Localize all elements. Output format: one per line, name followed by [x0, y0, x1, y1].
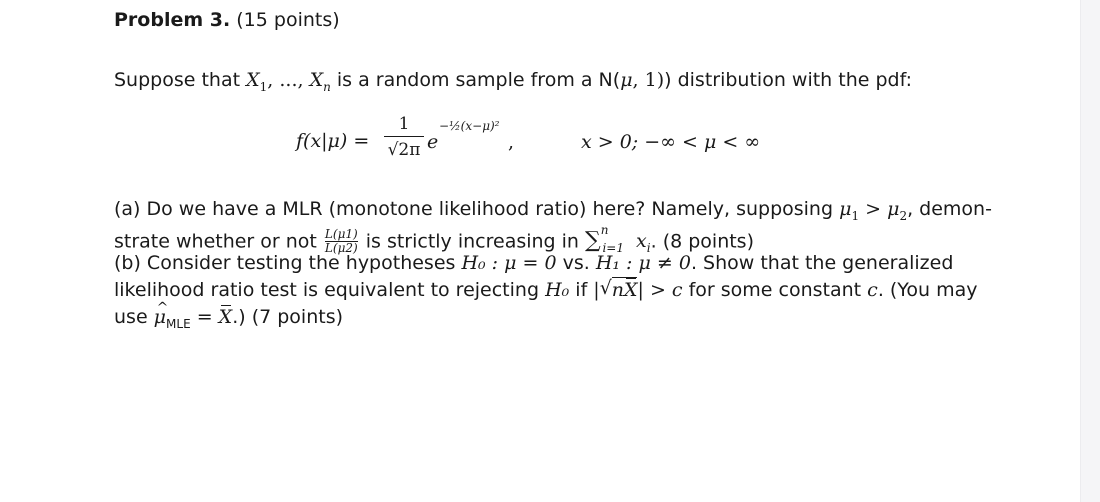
- intro-text-mid: is a random sample from a N(: [330, 69, 621, 91]
- part-b-if: if: [569, 279, 594, 301]
- likelihood-den: L(μ2): [324, 241, 358, 256]
- reject-h0: H₀: [545, 279, 570, 301]
- mle-estimator: μ $\^{}_{MLE} = X$: [154, 306, 233, 328]
- intro-sentence: [114, 69, 912, 94]
- constant-c: c: [867, 279, 878, 301]
- part-b-text-2-end: for some constant: [682, 279, 868, 301]
- part-b-text-2: likelihood ratio test is equivalent to rejecting: [114, 279, 546, 301]
- null-hypothesis: H₀ : μ = 0: [461, 252, 557, 274]
- part-b-text-3: use: [114, 306, 154, 328]
- pdf-fraction-bar: [384, 136, 424, 137]
- pdf-denominator: √2π: [387, 140, 421, 160]
- sum-expression: ∑$^n_{i=1}$ $x_i$: [585, 223, 651, 256]
- pdf-equation: [296, 113, 796, 173]
- likelihood-num: L(μ1): [324, 227, 358, 242]
- part-a-text-2-mid: is strictly increasing in: [359, 230, 586, 253]
- pdf-base: e: [427, 131, 439, 153]
- pdf-comma: ,: [508, 131, 515, 153]
- sample-variables: $X_1$, ..., $X_n$: [246, 69, 331, 94]
- part-b-text-2-tail: . (You may: [877, 279, 978, 301]
- problem-number: Problem 3.: [114, 9, 231, 31]
- pdf-numerator: 1: [398, 114, 410, 134]
- mu-inequality: $\mu_1 > \mu_2$: [839, 198, 908, 223]
- part-a-line-1: [114, 196, 992, 223]
- part-a-text-2-end: . (8 points): [650, 230, 754, 253]
- intro-text-end: ) distribution with the pdf:: [664, 69, 913, 91]
- scrollbar-track[interactable]: [1080, 0, 1100, 502]
- pdf-domain: x > 0; −∞ < μ < ∞: [581, 131, 761, 153]
- mle-subscript: MLE: [166, 316, 191, 331]
- problem-points: (15 points): [236, 9, 340, 31]
- part-b-text-1-end: . Show that the generalized: [690, 252, 954, 274]
- part-b-label: (b): [114, 252, 141, 274]
- normal-params: μ, 1): [620, 69, 665, 91]
- pdf-exponent: −½(x−μ)²: [439, 119, 500, 133]
- part-a-text-1-end: , demon-: [907, 198, 992, 220]
- part-b-text-1: Consider testing the hypotheses: [140, 252, 462, 274]
- part-b-text-3-end: .) (7 points): [232, 306, 344, 328]
- test-statistic: |√ nX| > c: [593, 279, 682, 301]
- part-b-line-3: [114, 304, 954, 331]
- problem-parts: [114, 196, 992, 331]
- problem-title: [114, 9, 340, 31]
- alt-hypothesis: H₁ : μ ≠ 0: [595, 252, 691, 274]
- part-a-text-2: strate whether or not: [114, 230, 323, 253]
- part-b-line-1: [114, 250, 954, 277]
- part-a-line-2: [114, 223, 954, 256]
- part-a-text-1: Do we have a MLR (monotone likelihood ratio) here? Namely, supposing: [140, 198, 840, 220]
- part-a-label: (a): [114, 198, 141, 220]
- pdf-lhs: f(x|μ) =: [296, 130, 370, 152]
- part-b-vs: vs.: [556, 252, 596, 274]
- part-b-line-2: [114, 277, 978, 304]
- pdf-fraction: [384, 113, 424, 162]
- intro-text-before: Suppose that: [114, 69, 247, 91]
